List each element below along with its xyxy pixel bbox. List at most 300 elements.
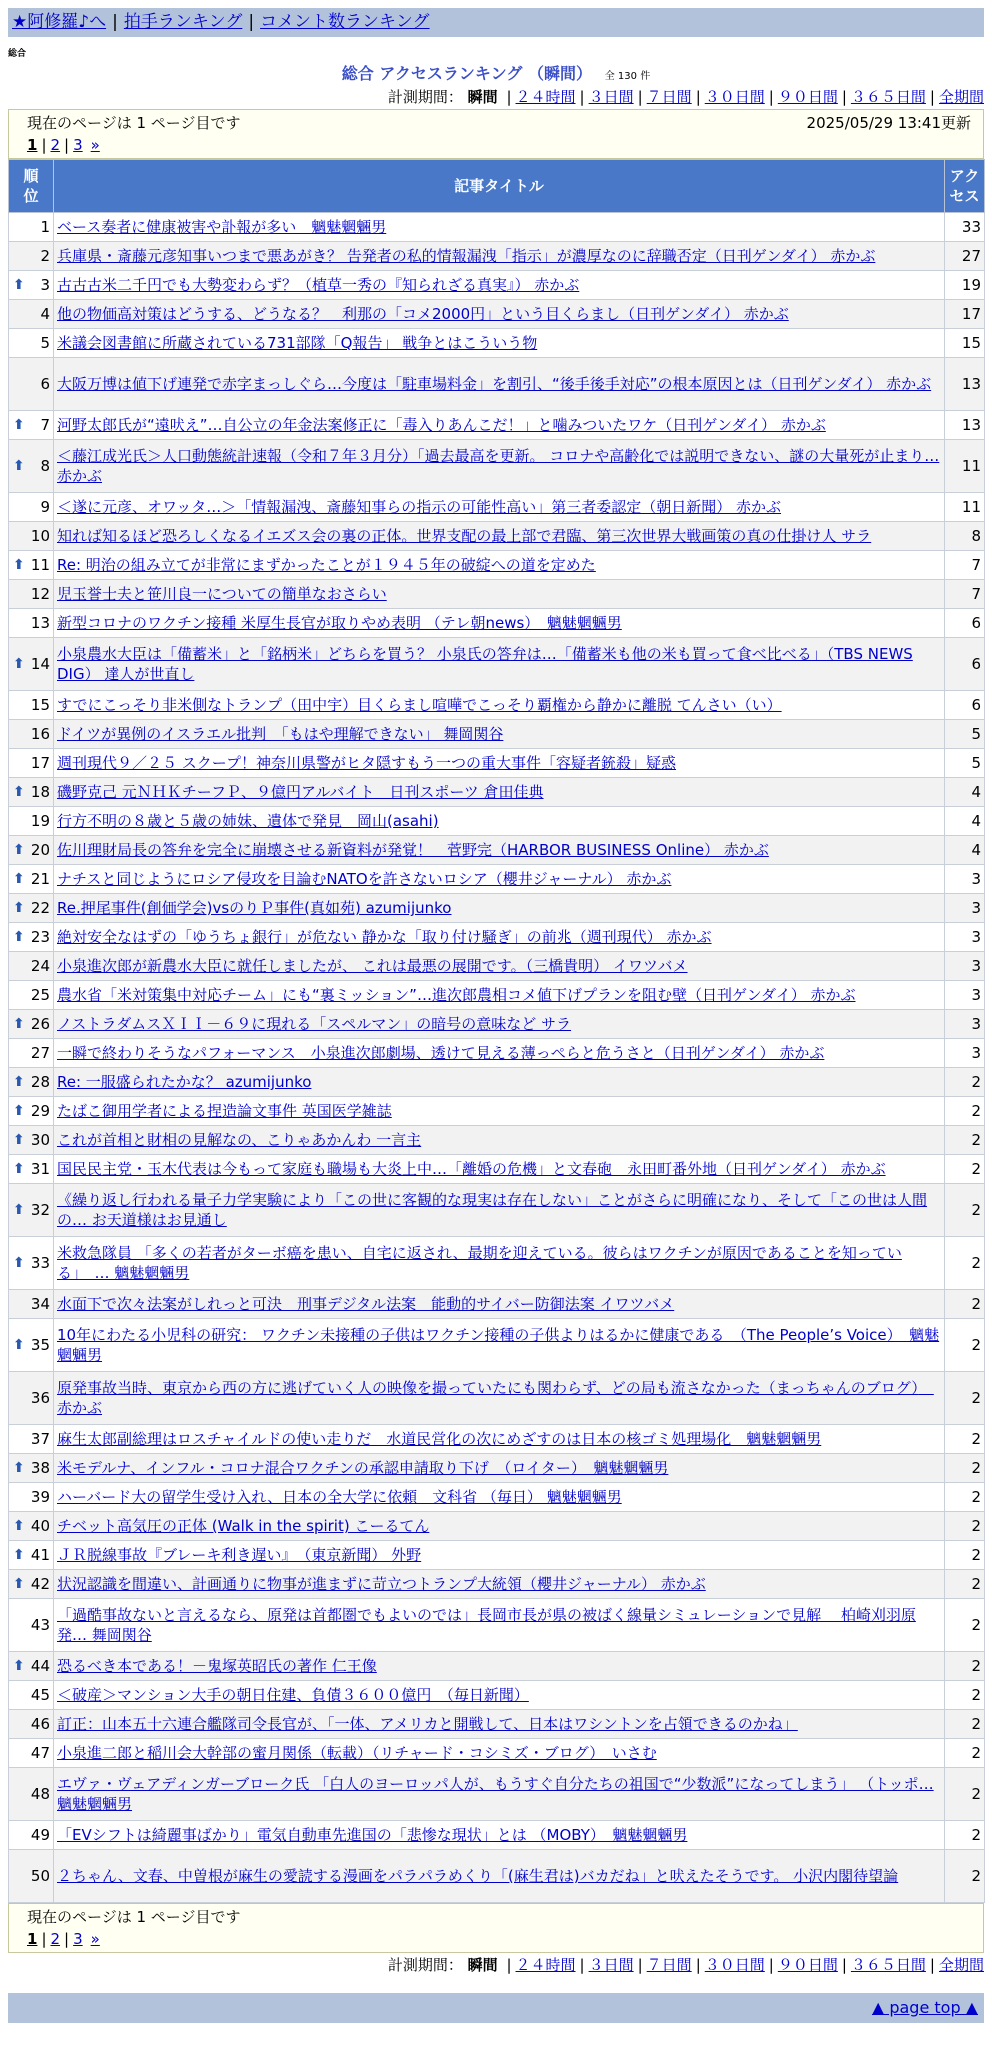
title-cell — [54, 807, 945, 836]
rank-number: 18 — [30, 783, 50, 801]
article-title-link[interactable]: Re: 一服盛られたかな？ azumijunko — [57, 1073, 312, 1091]
table-row — [9, 778, 985, 807]
rank-number: 15 — [30, 696, 50, 714]
rank-number: 19 — [30, 812, 50, 830]
rank-number: 20 — [30, 841, 50, 859]
access-count: 2 — [945, 1710, 985, 1739]
access-count: 2 — [945, 1237, 985, 1290]
article-title-link[interactable]: 米救急隊員 「多くの若者がターボ癌を患い、自宅に返され、最期を迎えている。彼らはワクチンが原因であることを知っている」 … 魑魅魍魎男 — [57, 1244, 902, 1282]
rank-up-arrow-icon: ⬆ — [13, 871, 25, 887]
article-title-link[interactable]: 《繰り返し行われる量子力学実験により「この世に客観的な現実は存在しない」ことがさらに明確になり、そして「この世は人間の… お天道様はお見通し — [57, 1191, 928, 1229]
access-count: 2 — [945, 1290, 985, 1319]
table-row — [9, 1126, 985, 1155]
rank-cell — [9, 580, 54, 609]
table-row — [9, 1681, 985, 1710]
access-count: 3 — [945, 865, 985, 894]
comment-ranking-link[interactable]: コメント数ランキング — [260, 12, 430, 32]
article-title-link[interactable]: 週刊現代９／２５ スクープ！神奈川県警がヒタ隠すもう一つの重大事件「容疑者銃殺」疑惑 — [57, 754, 677, 772]
header-rank: 順位 — [9, 160, 54, 213]
rank-number: 37 — [30, 1430, 50, 1448]
article-title-link[interactable]: 知れば知るほど恐ろしくなるイエズス会の裏の正体。世界支配の最上部で君臨、第三次世界大戦画策の真の仕掛け人 サラ — [57, 527, 872, 545]
title-cell — [54, 358, 945, 411]
page-link-2[interactable]: 2 — [50, 136, 61, 154]
rank-up-arrow-icon: ⬆ — [13, 1132, 25, 1148]
article-title-link[interactable]: これが首相と財相の見解なの、こりゃあかんわ 一言主 — [57, 1131, 422, 1149]
page-link-3[interactable]: 3 — [73, 1930, 83, 1948]
rank-up-arrow-icon: ⬆ — [13, 1518, 25, 1534]
rank-cell — [9, 1512, 54, 1541]
article-title-link[interactable]: ハーバード大の留学生受け入れ、日本の全大学に依頼 文科省 （毎日） 魑魅魍魎男 — [57, 1488, 622, 1506]
rank-number: 41 — [30, 1546, 50, 1564]
period-separator: | — [768, 88, 774, 106]
rank-cell — [9, 1454, 54, 1483]
period-separator: | — [579, 88, 585, 106]
period-separator: | — [929, 88, 935, 106]
title-cell — [54, 1541, 945, 1570]
rank-cell — [9, 1570, 54, 1599]
pager-bottom — [8, 1903, 984, 1953]
title-cell — [54, 551, 945, 580]
period-link-3[interactable]: ３０日間 — [704, 88, 765, 106]
article-title-link[interactable]: 他の物価高対策はどうする、どうなる？ 利那の「コメ2000円」という目くらまし（日刊ゲンダイ） 赤かぶ — [57, 305, 789, 323]
page-link-1: 1 — [27, 136, 38, 154]
rank-cell — [9, 1599, 54, 1652]
title-cell — [54, 1850, 945, 1903]
article-title-link[interactable]: 磯野克己 元ＮＨＫチーフＰ、９億円アルバイト 日刊スポーツ 倉田佳典 — [57, 783, 544, 801]
article-title-link[interactable]: チベット高気圧の正体 (Walk in the spirit) こーるてん — [57, 1517, 430, 1535]
rank-up-arrow-icon: ⬆ — [13, 1547, 25, 1563]
rank-up-arrow-icon: ⬆ — [13, 277, 25, 293]
rank-cell — [9, 691, 54, 720]
table-row — [9, 300, 985, 329]
updated-timestamp: 2025/05/29 13:41更新 — [806, 114, 971, 132]
period-label: 計測期間： — [387, 1956, 463, 1974]
article-title-link[interactable]: 「過酷事故ないと言えるなら、原発は首都圏でもよいのでは」長岡市長が県の被ばく線量シミュレーションで見解 柏崎刈羽原発… 舞岡関谷 — [57, 1606, 916, 1644]
rank-cell — [9, 1097, 54, 1126]
access-count: 6 — [945, 691, 985, 720]
article-title-link[interactable]: 小泉進二郎と稲川会大幹部の蜜月関係（転載）（リチャード・コシミズ・ブログ） いさむ — [57, 1744, 657, 1762]
access-count: 5 — [945, 720, 985, 749]
rank-number: 21 — [30, 870, 50, 888]
table-row — [9, 242, 985, 271]
rank-number: 42 — [30, 1575, 50, 1593]
table-row — [9, 1319, 985, 1372]
title-cell — [54, 1010, 945, 1039]
rank-cell — [9, 981, 54, 1010]
period-link-0[interactable]: ２４時間 — [515, 1956, 576, 1974]
access-count: 7 — [945, 580, 985, 609]
rank-number: 26 — [30, 1015, 50, 1033]
access-count: 4 — [945, 836, 985, 865]
article-title-link[interactable]: ナチスと同じようにロシア侵攻を目論むNATOを許さないロシア（櫻井ジャーナル） 赤かぶ — [57, 870, 672, 888]
table-row — [9, 894, 985, 923]
access-count: 2 — [945, 1126, 985, 1155]
current-page-text: 現在のページは 1 ページ目です — [27, 114, 241, 132]
title-cell — [54, 952, 945, 981]
article-title-link[interactable]: ＜破産＞マンション大手の朝日住建、負債３６００億円 （毎日新聞） — [57, 1686, 529, 1704]
rank-number: 5 — [40, 334, 50, 352]
rank-number: 24 — [30, 957, 50, 975]
article-title-link[interactable]: すでにこっそり非米側なトランプ（田中宇）目くらまし喧嘩でこっそり覇権から静かに離脱 てんさい（い） — [57, 696, 782, 714]
rank-number: 40 — [30, 1517, 50, 1535]
title-cell — [54, 1039, 945, 1068]
access-count: 4 — [945, 807, 985, 836]
next-page-link[interactable]: » — [90, 136, 100, 154]
footer-bar — [8, 1993, 984, 2023]
rank-number: 1 — [40, 218, 50, 236]
title-cell — [54, 1184, 945, 1237]
article-title-link[interactable]: 恐るべき本である！－鬼塚英昭氏の著作 仁王像 — [57, 1657, 377, 1675]
access-count: 2 — [945, 1541, 985, 1570]
title-cell — [54, 580, 945, 609]
access-count: 3 — [945, 894, 985, 923]
rank-up-arrow-icon: ⬆ — [13, 557, 25, 573]
article-title-link[interactable]: ドイツが異例のイスラエル批判 「もはや理解できない」 舞岡関谷 — [57, 725, 504, 743]
title-cell — [54, 981, 945, 1010]
table-row — [9, 1068, 985, 1097]
table-row — [9, 691, 985, 720]
table-row — [9, 749, 985, 778]
breadcrumb: 総合 — [8, 49, 27, 59]
rank-number: 14 — [30, 655, 50, 673]
title-cell — [54, 609, 945, 638]
table-row — [9, 952, 985, 981]
title-cell — [54, 1126, 945, 1155]
rank-cell — [9, 329, 54, 358]
rank-cell — [9, 778, 54, 807]
table-row — [9, 1010, 985, 1039]
pager-separator: | — [64, 136, 70, 154]
rank-up-arrow-icon: ⬆ — [13, 1576, 25, 1592]
rank-number: 30 — [30, 1131, 50, 1149]
title-cell — [54, 1319, 945, 1372]
title-cell — [54, 1821, 945, 1850]
rank-up-arrow-icon: ⬆ — [13, 900, 25, 916]
table-row — [9, 493, 985, 522]
article-title-link[interactable]: 大阪万博は値下げ連発で赤字まっしぐら…今度は「駐車場料金」を割引、“後手後手対応”の根本原因とは（日刊ゲンダイ） 赤かぶ — [57, 375, 932, 393]
period-link-6[interactable]: 全期間 — [938, 88, 984, 106]
rank-cell — [9, 807, 54, 836]
page-link-3[interactable]: 3 — [73, 136, 83, 154]
article-title-link[interactable]: 訂正：山本五十六連合艦隊司令長官が、「一体、アメリカと開戦して、日本はワシントンを占領できるのかね」 — [57, 1715, 798, 1733]
home-link[interactable]: ★阿修羅♪へ — [12, 12, 107, 32]
table-row — [9, 720, 985, 749]
page-link-2[interactable]: 2 — [50, 1930, 61, 1948]
rank-cell — [9, 1739, 54, 1768]
rank-number: 11 — [30, 556, 50, 574]
table-row — [9, 865, 985, 894]
header-access: アクセス — [945, 160, 985, 213]
title-cell — [54, 691, 945, 720]
access-count: 3 — [945, 981, 985, 1010]
article-title-link[interactable]: ノストラダムスＸＩＩ－６９に現れる「スペルマン」の暗号の意味など サラ — [57, 1015, 572, 1033]
article-title-link[interactable]: 麻生太郎副総理はロスチャイルドの使い走りだ 水道民営化の次にめざすのは日本の核ゴミ処理場化 魑魅魍魎男 — [57, 1430, 822, 1448]
rank-cell — [9, 493, 54, 522]
rank-cell — [9, 300, 54, 329]
page-top-link[interactable]: ▲ page top ▲ — [871, 1998, 978, 2017]
article-title-link[interactable]: 10年にわたる小児科の研究： ワクチン未接種の子供はワクチン接種の子供よりはるかに健康である （The People’s Voice） 魑魅魍魎男 — [57, 1326, 940, 1364]
article-title-link[interactable]: 原発事故当時、東京から西の方に逃げていく人の映像を撮っていたにも関わらず、どの局も流さなかった（まっちゃんのブログ） 赤かぶ — [57, 1379, 934, 1417]
period-separator: | — [579, 1956, 585, 1974]
article-title-link[interactable]: ベース奏者に健康被害や訃報が多い 魑魅魍魎男 — [57, 218, 387, 236]
table-row — [9, 638, 985, 691]
table-row — [9, 981, 985, 1010]
rank-cell — [9, 1319, 54, 1372]
rank-cell — [9, 865, 54, 894]
period-link-5[interactable]: ３６５日間 — [850, 88, 926, 106]
rank-up-arrow-icon: ⬆ — [13, 1161, 25, 1177]
rank-up-arrow-icon: ⬆ — [13, 1074, 25, 1090]
access-count: 11 — [945, 440, 985, 493]
article-title-link[interactable]: 米議会図書館に所蔵されている731部隊「Q報告」 戦争とはこういう物 — [57, 334, 538, 352]
title-cell — [54, 1570, 945, 1599]
header-title: 記事タイトル — [54, 160, 945, 213]
page-title-line — [8, 63, 984, 85]
access-count: 2 — [945, 1599, 985, 1652]
access-count: 4 — [945, 778, 985, 807]
title-cell — [54, 1483, 945, 1512]
table-row — [9, 1454, 985, 1483]
rank-number: 16 — [30, 725, 50, 743]
article-title-link[interactable]: 兵庫県・斎藤元彦知事いつまで悪あがき？ 告発者の私的情報漏洩「指示」が濃厚なのに辞職否定（日刊ゲンダイ） 赤かぶ — [57, 247, 876, 265]
rank-cell — [9, 1850, 54, 1903]
rank-cell — [9, 1039, 54, 1068]
access-count: 3 — [945, 1010, 985, 1039]
title-cell — [54, 1068, 945, 1097]
rank-number: 50 — [30, 1867, 50, 1885]
access-count: 2 — [945, 1454, 985, 1483]
table-row — [9, 580, 985, 609]
article-title-link[interactable]: 国民民主党・玉木代表は今もって家庭も職場も大炎上中…「離婚の危機」と文春砲 永田町番外地（日刊ゲンダイ） 赤かぶ — [57, 1160, 886, 1178]
rank-cell — [9, 609, 54, 638]
title-cell — [54, 778, 945, 807]
period-link-2[interactable]: ７日間 — [646, 88, 692, 106]
table-row — [9, 271, 985, 300]
title-cell — [54, 300, 945, 329]
rank-cell — [9, 1184, 54, 1237]
title-cell — [54, 440, 945, 493]
total-count: 全 130 件 — [604, 71, 651, 82]
rank-number: 6 — [40, 375, 50, 393]
rank-up-arrow-icon: ⬆ — [13, 417, 25, 433]
title-cell — [54, 865, 945, 894]
table-row — [9, 213, 985, 242]
article-title-link[interactable]: ＜遂に元彦、オワッタ…＞「情報漏洩、斎藤知事らの指示の可能性高い」第三者委認定（朝日新聞） 赤かぶ — [57, 498, 782, 516]
article-title-link[interactable]: 水面下で次々法案がしれっと可決 刑事デジタル法案 能動的サイバー防御法案 イワツバメ — [57, 1295, 675, 1313]
period-link-4[interactable]: ９０日間 — [777, 88, 838, 106]
rank-number: 17 — [30, 754, 50, 772]
table-row — [9, 1155, 985, 1184]
rank-up-arrow-icon: ⬆ — [13, 1337, 25, 1353]
rank-cell — [9, 1768, 54, 1821]
article-title-link[interactable]: 米モデルナ、インフル・コロナ混合ワクチンの承認申請取り下げ （ロイター） 魑魅魍魎男 — [57, 1459, 669, 1477]
rank-number: 2 — [40, 247, 50, 265]
title-cell — [54, 1739, 945, 1768]
title-cell — [54, 1425, 945, 1454]
article-title-link[interactable]: 河野太郎氏が“遠吠え”…自公立の年金法案修正に「毒入りあんこだ！」と噛みついたワケ（日刊ゲンダイ） 赤かぶ — [57, 416, 826, 434]
title-cell — [54, 1512, 945, 1541]
table-row — [9, 1237, 985, 1290]
pager-top — [8, 109, 984, 159]
article-title-link[interactable]: 古古古米二千円でも大勢変わらず？（植草一秀の『知られざる真実』） 赤かぶ — [57, 276, 580, 294]
title-cell — [54, 242, 945, 271]
rank-up-arrow-icon: ⬆ — [13, 1103, 25, 1119]
article-title-link[interactable]: 「EVシフトは綺麗事ばかり」電気自動車先進国の「悲惨な現状」とは （MOBY） 魑魅魍魎男 — [57, 1826, 688, 1844]
rank-number: 33 — [30, 1254, 50, 1272]
rank-cell — [9, 1010, 54, 1039]
title-cell — [54, 411, 945, 440]
rank-number: 7 — [40, 416, 50, 434]
article-title-link[interactable]: 一瞬で終わりそうなパフォーマンス 小泉進次郎劇場、透けて見える薄っぺらと危うさと（日刊ゲンダイ） 赤かぶ — [57, 1044, 825, 1062]
table-row — [9, 1483, 985, 1512]
rank-cell — [9, 836, 54, 865]
rank-cell — [9, 1483, 54, 1512]
clap-ranking-link[interactable]: 拍手ランキング — [123, 12, 243, 32]
rank-cell — [9, 638, 54, 691]
period-link-1[interactable]: ３日間 — [588, 1956, 634, 1974]
article-title-link[interactable]: 新型コロナのワクチン接種 米厚生長官が取りやめ表明 （テレ朝news） 魑魅魍魎男 — [57, 614, 622, 632]
access-count: 15 — [945, 329, 985, 358]
title-cell — [54, 493, 945, 522]
table-row — [9, 1039, 985, 1068]
table-row — [9, 1097, 985, 1126]
period-current: 瞬間 — [467, 88, 498, 106]
article-title-link[interactable]: 佐川理財局長の答弁を完全に崩壊させる新資料が発覚！ 菅野完（HARBOR BUSINESS Online） 赤かぶ — [57, 841, 769, 859]
article-title-link[interactable]: 絶対安全なはずの「ゆうちょ銀行」が危ない 静かな「取り付け騒ぎ」の前兆（週刊現代） 赤かぶ — [57, 928, 712, 946]
rank-cell — [9, 1681, 54, 1710]
table-row — [9, 1652, 985, 1681]
rank-cell — [9, 1652, 54, 1681]
rank-number: 48 — [30, 1785, 50, 1803]
period-separator: | — [637, 88, 643, 106]
rank-cell — [9, 1821, 54, 1850]
article-title-link[interactable]: 行方不明の８歳と５歳の姉妹、遺体で発見 岡山(asahi) — [57, 812, 439, 830]
access-count: 2 — [945, 1483, 985, 1512]
article-title-link[interactable]: 農水省「米対策集中対応チーム」にも“裏ミッション”…進次郎農相コメ値下げプランを阻む壁（日刊ゲンダイ） 赤かぶ — [57, 986, 856, 1004]
ranking-table — [8, 159, 985, 1903]
rank-number: 29 — [30, 1102, 50, 1120]
period-link-0[interactable]: ２４時間 — [515, 88, 576, 106]
rank-cell — [9, 749, 54, 778]
table-row — [9, 522, 985, 551]
period-separator: | — [929, 1956, 935, 1974]
access-count: 2 — [945, 1768, 985, 1821]
access-count: 8 — [945, 522, 985, 551]
rank-number: 35 — [30, 1336, 50, 1354]
rank-cell — [9, 894, 54, 923]
title-cell — [54, 1768, 945, 1821]
article-title-link[interactable]: 小泉農水大臣は「備蓄米」と「銘柄米」どちらを買う？ 小泉氏の答弁は…「備蓄米も他の米も買って食べ比べる」（TBS NEWS DIG） 達人が世直し — [57, 645, 913, 683]
period-link-4[interactable]: ９０日間 — [777, 1956, 838, 1974]
access-count: 33 — [945, 213, 985, 242]
article-title-link[interactable]: ＪＲ脱線事故『ブレーキ利き遅い』 （東京新聞） 外野 — [57, 1546, 422, 1564]
access-count: 2 — [945, 1068, 985, 1097]
next-page-link[interactable]: » — [90, 1930, 100, 1948]
article-title-link[interactable]: Re.押尾事件(創価学会)vsのりＰ事件(真如苑) azumijunko — [57, 899, 452, 917]
rank-number: 32 — [30, 1201, 50, 1219]
access-count: 27 — [945, 242, 985, 271]
page-links — [27, 1928, 971, 1950]
rank-number: 47 — [30, 1744, 50, 1762]
article-title-link[interactable]: たばこ御用学者による捏造論文事件 英国医学雑誌 — [57, 1102, 392, 1120]
period-link-1[interactable]: ３日間 — [588, 88, 634, 106]
access-count: 3 — [945, 1039, 985, 1068]
table-row — [9, 1425, 985, 1454]
article-title-link[interactable]: 小泉進次郎が新農水大臣に就任しましたが、 これは最悪の展開です。（三橋貴明） イワツバメ — [57, 957, 688, 975]
access-count: 2 — [945, 1097, 985, 1126]
rank-cell — [9, 1425, 54, 1454]
access-count: 19 — [945, 271, 985, 300]
table-row — [9, 1372, 985, 1425]
rank-cell — [9, 1155, 54, 1184]
rank-up-arrow-icon: ⬆ — [13, 784, 25, 800]
table-row — [9, 836, 985, 865]
article-title-link[interactable]: エヴァ・ヴェアディンガーブローク氏 「白人のヨーロッパ人が、もうすぐ自分たちの祖国で“少数派”になってしまう」 （トッポ… 魑魅魍魎男 — [57, 1775, 934, 1813]
period-link-3[interactable]: ３０日間 — [704, 1956, 765, 1974]
period-label: 計測期間： — [387, 88, 463, 106]
title-cell — [54, 329, 945, 358]
rank-number: 23 — [30, 928, 50, 946]
title-cell — [54, 1155, 945, 1184]
article-title-link[interactable]: 状況認識を間違い、計画通りに物事が進まずに苛立つトランプ大統領（櫻井ジャーナル） 赤かぶ — [57, 1575, 706, 1593]
pager-separator: | — [41, 136, 47, 154]
access-count: 3 — [945, 923, 985, 952]
rank-cell — [9, 411, 54, 440]
title-cell — [54, 749, 945, 778]
rank-cell — [9, 242, 54, 271]
nav-separator: | — [112, 12, 118, 32]
rank-up-arrow-icon: ⬆ — [13, 1202, 25, 1218]
period-link-6[interactable]: 全期間 — [938, 1956, 984, 1974]
table-row — [9, 329, 985, 358]
title-cell — [54, 1237, 945, 1290]
period-selector-top — [8, 85, 984, 109]
rank-number: 8 — [40, 457, 50, 475]
period-link-2[interactable]: ７日間 — [646, 1956, 692, 1974]
title-cell — [54, 1710, 945, 1739]
article-title-link[interactable]: Re: 明治の組み立てが非常にまずかったことが１９４５年の破綻への道を定めた — [57, 556, 596, 574]
table-row — [9, 440, 985, 493]
table-row — [9, 1768, 985, 1821]
table-row — [9, 1821, 985, 1850]
access-count: 2 — [945, 1155, 985, 1184]
title-cell — [54, 1652, 945, 1681]
period-link-5[interactable]: ３６５日間 — [850, 1956, 926, 1974]
table-row — [9, 1599, 985, 1652]
article-title-link[interactable]: 児玉誉士夫と笹川良一についての簡単なおさらい — [57, 585, 387, 603]
rank-up-arrow-icon: ⬆ — [13, 1255, 25, 1271]
article-title-link[interactable]: ２ちゃん、文春、中曽根が麻生の愛読する漫画をパラパラめくり「(麻生君は)バカだね」と吠えたそうです。 小沢内閣待望論 — [57, 1867, 899, 1885]
table-row — [9, 1739, 985, 1768]
rank-number: 12 — [30, 585, 50, 603]
access-count: 17 — [945, 300, 985, 329]
table-row — [9, 1570, 985, 1599]
table-row — [9, 1850, 985, 1903]
access-count: 13 — [945, 411, 985, 440]
title-cell — [54, 522, 945, 551]
access-count: 7 — [945, 551, 985, 580]
rank-number: 44 — [30, 1657, 50, 1675]
rank-number: 43 — [30, 1616, 50, 1634]
table-row — [9, 1290, 985, 1319]
rank-cell — [9, 1237, 54, 1290]
rank-up-arrow-icon: ⬆ — [13, 842, 25, 858]
rank-up-arrow-icon: ⬆ — [13, 929, 25, 945]
article-title-link[interactable]: ＜藤江成光氏＞人口動態統計速報（令和７年３月分）「過去最高を更新。 コロナや高齢化では説明できない、謎の大量死が止まり… 赤かぶ — [57, 447, 940, 485]
title-cell — [54, 1681, 945, 1710]
rank-cell — [9, 358, 54, 411]
title-cell — [54, 1454, 945, 1483]
